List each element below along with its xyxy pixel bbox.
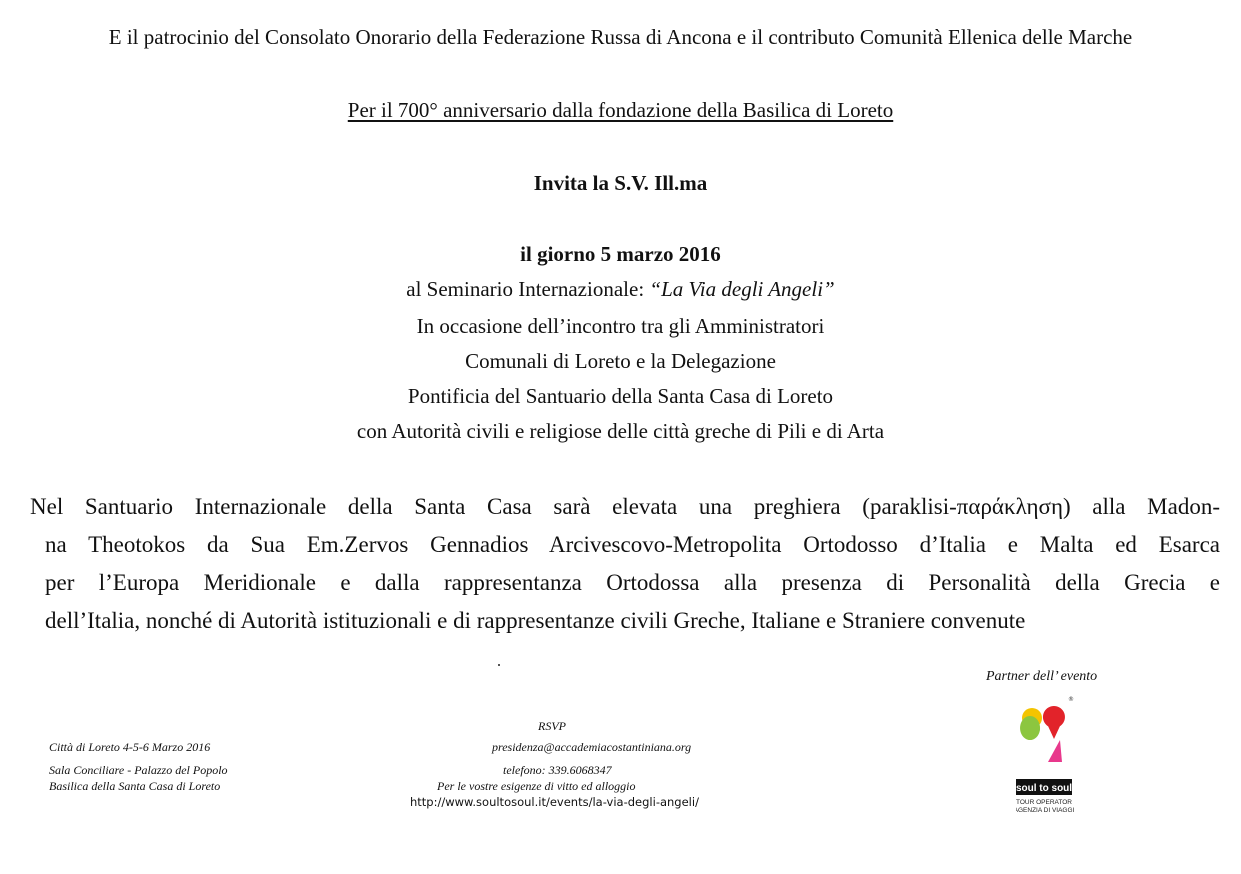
- seminar-line: [0, 276, 1241, 302]
- seminar-prefix: al Seminario Internazionale:: [406, 277, 650, 301]
- footer-venue-1: Sala Conciliare - Palazzo del Popolo: [49, 763, 228, 777]
- rsvp-phone: telefono: 339.6068347: [503, 763, 612, 777]
- body-line-1: Nel Santuario Internazionale della Santa Casa sarà elevata una preghiera (paraklisi-παράκληση) alla Madon-: [30, 494, 1220, 519]
- event-url-link[interactable]: http://www.soultosoul.it/events/la-via-degli-angeli/: [410, 795, 699, 809]
- rsvp-label: RSVP: [538, 719, 566, 733]
- soul-to-soul-logo-graphic: [1016, 696, 1076, 820]
- logo-brand-text: soul to soul: [1016, 783, 1073, 794]
- footer-venue-2: Basilica della Santa Casa di Loreto: [49, 779, 221, 793]
- seminar-title: “La Via degli Angeli”: [649, 277, 835, 301]
- patronage-line: E il patrocinio del Consolato Onorario della Federazione Russa di Ancona e il contributo Comunità Ellenica delle Marche: [108, 25, 1133, 49]
- body-line-4: dell’Italia, nonché di Autorità istituzionali e di rappresentanze civili Greche, Italiane e Straniere convenute: [45, 608, 1026, 633]
- event-line-4: con Autorità civili e religiose delle città greche di Pili e di Arta: [356, 419, 885, 443]
- anniversary-line: [0, 97, 1241, 123]
- registered-mark: ®: [1068, 696, 1074, 703]
- body-paragraph: [30, 488, 1220, 640]
- partner-title: Partner dell’ evento: [986, 669, 1098, 684]
- body-line-3: per l’Europa Meridionale e dalla rappresentanza Ortodossa alla presenza di Personalità della Grecia e: [45, 570, 1220, 595]
- event-date: il giorno 5 marzo 2016: [520, 242, 721, 266]
- logo-sub-2: AGENZIA DI VIAGGI: [1016, 807, 1075, 814]
- accommodation-note: Per le vostre esigenze di vitto ed alloggio: [437, 779, 636, 793]
- event-line-1: In occasione dell’incontro tra gli Amministratori: [416, 314, 825, 338]
- event-line-2: Comunali di Loreto e la Delegazione: [465, 349, 776, 373]
- soul-to-soul-logo: [1016, 696, 1076, 820]
- footer-location-date: Città di Loreto 4-5-6 Marzo 2016: [49, 740, 211, 754]
- dot-mark: [498, 664, 500, 666]
- logo-red-shape: [1043, 706, 1065, 739]
- logo-green-shape: [1020, 716, 1040, 740]
- event-line-3: Pontificia del Santuario della Santa Casa di Loreto: [407, 384, 834, 408]
- logo-pink-shape: [1048, 740, 1062, 762]
- anniversary-text: Per il 700° anniversario dalla fondazione della Basilica di Loreto: [347, 98, 894, 122]
- body-line-2: na Theotokos da Sua Em.Zervos Gennadios Arcivescovo-Metropolita Ortodosso d’Italia e Malta ed Esarca: [45, 532, 1220, 557]
- rsvp-email[interactable]: presidenza@accademiacostantiniana.org: [492, 740, 692, 754]
- logo-sub-1: TOUR OPERATOR: [1016, 799, 1072, 806]
- invite-line: Invita la S.V. Ill.ma: [533, 171, 708, 195]
